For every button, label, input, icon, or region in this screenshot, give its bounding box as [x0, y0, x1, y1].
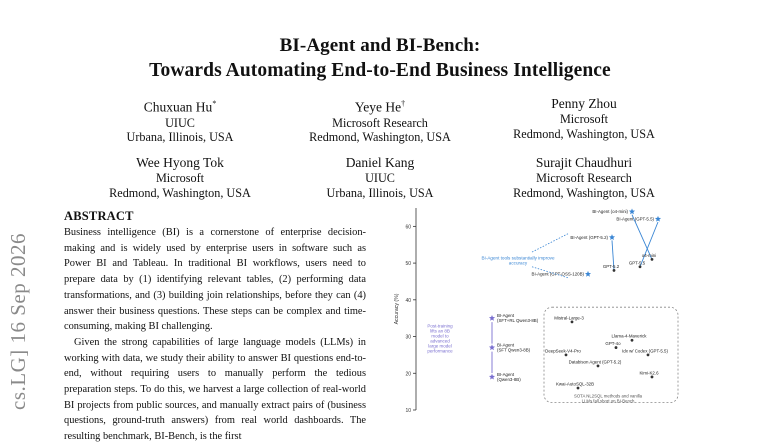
author-block [270, 155, 490, 200]
y-tick-label: 10 [405, 408, 411, 414]
author-block [70, 155, 290, 200]
author-affiliation: Microsoft [559, 112, 609, 126]
author-affiliation: Microsoft [155, 171, 205, 185]
y-tick-label: 40 [405, 297, 411, 304]
author-location: Urbana, Illinois, USA [326, 185, 434, 200]
baseline-point [571, 320, 574, 323]
baseline-label: GPT-5.2 [602, 263, 620, 269]
agent-label: BI-Agent [497, 371, 515, 377]
author-name: Chuxuan Hu [143, 99, 213, 115]
annotation-line: large model [428, 343, 452, 349]
baseline-label: o4-mini [641, 252, 657, 258]
author-name: Yeye He [354, 99, 402, 115]
baseline-point [615, 346, 618, 349]
paper-title-line-1: BI-Agent and BI-Bench: [279, 35, 481, 56]
annotation-baselines [574, 394, 643, 404]
agent-label: BI-Agent [497, 313, 515, 319]
agent-label: BI-Agent (o4-mini) [592, 209, 628, 215]
annotation-line: advanced [430, 338, 450, 344]
author-block [70, 96, 290, 145]
author-name: Wee Hyong Tok [136, 155, 224, 170]
author-affiliation: Microsoft Research [536, 171, 632, 185]
baseline-region-box [544, 307, 678, 402]
annotation-tools [481, 255, 554, 265]
agent-label: BI-Agent [497, 342, 515, 348]
agent-label-detail: (Qwen3-8B) [497, 376, 521, 382]
arxiv-stamp: cs.LG] 16 Sep 2026 [6, 233, 30, 410]
author-name: Surajit Chaudhuri [535, 155, 633, 170]
annotation-line: BI-Agent tools substantially improve [481, 255, 555, 261]
accuracy-chart [384, 204, 714, 414]
author-location: Urbana, Illinois, USA [126, 130, 234, 145]
y-axis-label: Accuracy (%) [394, 293, 400, 325]
baseline-label: Kimi-K2.6 [639, 370, 659, 376]
baseline-point [651, 258, 654, 261]
baseline-point [631, 339, 634, 342]
author-block [474, 96, 694, 141]
y-tick-label: 20 [405, 371, 411, 378]
y-tick-label: 50 [405, 261, 411, 268]
author-location: Redmond, Washington, USA [513, 126, 655, 141]
annotation-line: model to [431, 333, 449, 339]
baseline-label: Llama-4-Maverick [611, 333, 647, 339]
annotation-post-training [427, 323, 453, 353]
baseline-label: Kwai-AutoSQL-32B [555, 381, 595, 387]
agent-star-point [489, 315, 495, 321]
y-tick-label: 60 [405, 224, 411, 231]
author-location: Redmond, Washington, USA [109, 185, 251, 200]
annotation-line: performance [427, 348, 453, 354]
author-name: Daniel Kang [345, 155, 415, 170]
agent-label: BI-Agent (GPT-5.2) [570, 234, 608, 240]
abstract-body [64, 225, 366, 445]
baseline-label: Databison Agent (GPT-5.2) [568, 359, 622, 365]
baseline-label: Idx w/ Codex (GPT-5.5) [622, 348, 668, 354]
author-location: Redmond, Washington, USA [513, 185, 655, 200]
baseline-point [577, 387, 580, 390]
agent-star-point [629, 208, 635, 214]
baseline-point [651, 376, 654, 379]
baseline-point [597, 365, 600, 368]
baseline-point [613, 269, 616, 272]
agent-label-detail: (SFT Qwen3-8B) [497, 347, 531, 353]
author-location: Redmond, Washington, USA [309, 130, 451, 145]
annotation-line: SOTA NL2SQL methods and vanilla [573, 393, 643, 399]
paper-title-line-2: Towards Automating End-to-End Business Intelligence [149, 60, 611, 81]
author-name: Penny Zhou [551, 96, 617, 111]
baseline-label: Mistral-Large-3 [554, 315, 584, 321]
abstract-paragraph-1: Business intelligence (BI) is a cornerstone of enterprise decision-making and is widely used by enterprise users in software such as Power BI and Tableau. In traditional BI workflows, users need to prepare data by (1) identifying relevant tables, (2) performing data transformations, and (3) building join relationships, before they can (4) answer their business questions. These steps can be complex and time-consuming, making BI challenging. [64, 227, 366, 333]
baseline-label: GPT-5.5 [628, 260, 646, 266]
agent-label: BI-Agent (GPT-5.5) [616, 216, 654, 222]
author-mark: * [212, 99, 217, 108]
abstract-paragraph-2: Given the strong capabilities of large language models (LLMs) in working with data, we study their ability to answer BI questions end-to-end, without requiring users to manually perform the tedious preparation steps. To do this, we harvest a large collection of real-world BI projects from public sources, and manually extract pairs of (business questions, ground-truth answers) from real world dashboards. The resulting benchmark, BI-Bench, is the first [64, 336, 366, 443]
agent-label: BI-Agent (GPT-OSS-120B) [531, 271, 584, 277]
baseline-point [647, 354, 650, 357]
y-tick-label: 30 [405, 334, 411, 341]
annotation-line: lifts an 8B [430, 328, 450, 334]
author-affiliation: Microsoft Research [332, 115, 428, 130]
annotation-line: Post-training [427, 323, 453, 329]
agent-star-point [585, 271, 591, 277]
baseline-point [565, 354, 568, 357]
baseline-label: GPT-4o [605, 341, 621, 347]
agent-star-point [489, 344, 495, 350]
abstract-heading: ABSTRACT [64, 209, 134, 223]
annotation-pointer [532, 234, 568, 252]
agent-star-point [489, 374, 495, 380]
annotation-line: accuracy [508, 260, 528, 266]
author-mark: † [401, 99, 406, 108]
agent-star-point [609, 234, 615, 240]
agent-label-detail: (SFT+RL Qwen3-8B) [497, 318, 539, 324]
author-block [474, 155, 694, 200]
author-block [270, 96, 490, 145]
agent-star-point [655, 216, 661, 222]
annotation-line: LLMs fall short on BI-Bench [581, 398, 635, 404]
author-affiliation: UIUC [365, 171, 395, 185]
author-affiliation: UIUC [165, 115, 195, 130]
baseline-label: DeepSeek-V4-Pro [545, 348, 581, 354]
teaser-figure [384, 204, 714, 414]
baseline-point [639, 265, 642, 268]
